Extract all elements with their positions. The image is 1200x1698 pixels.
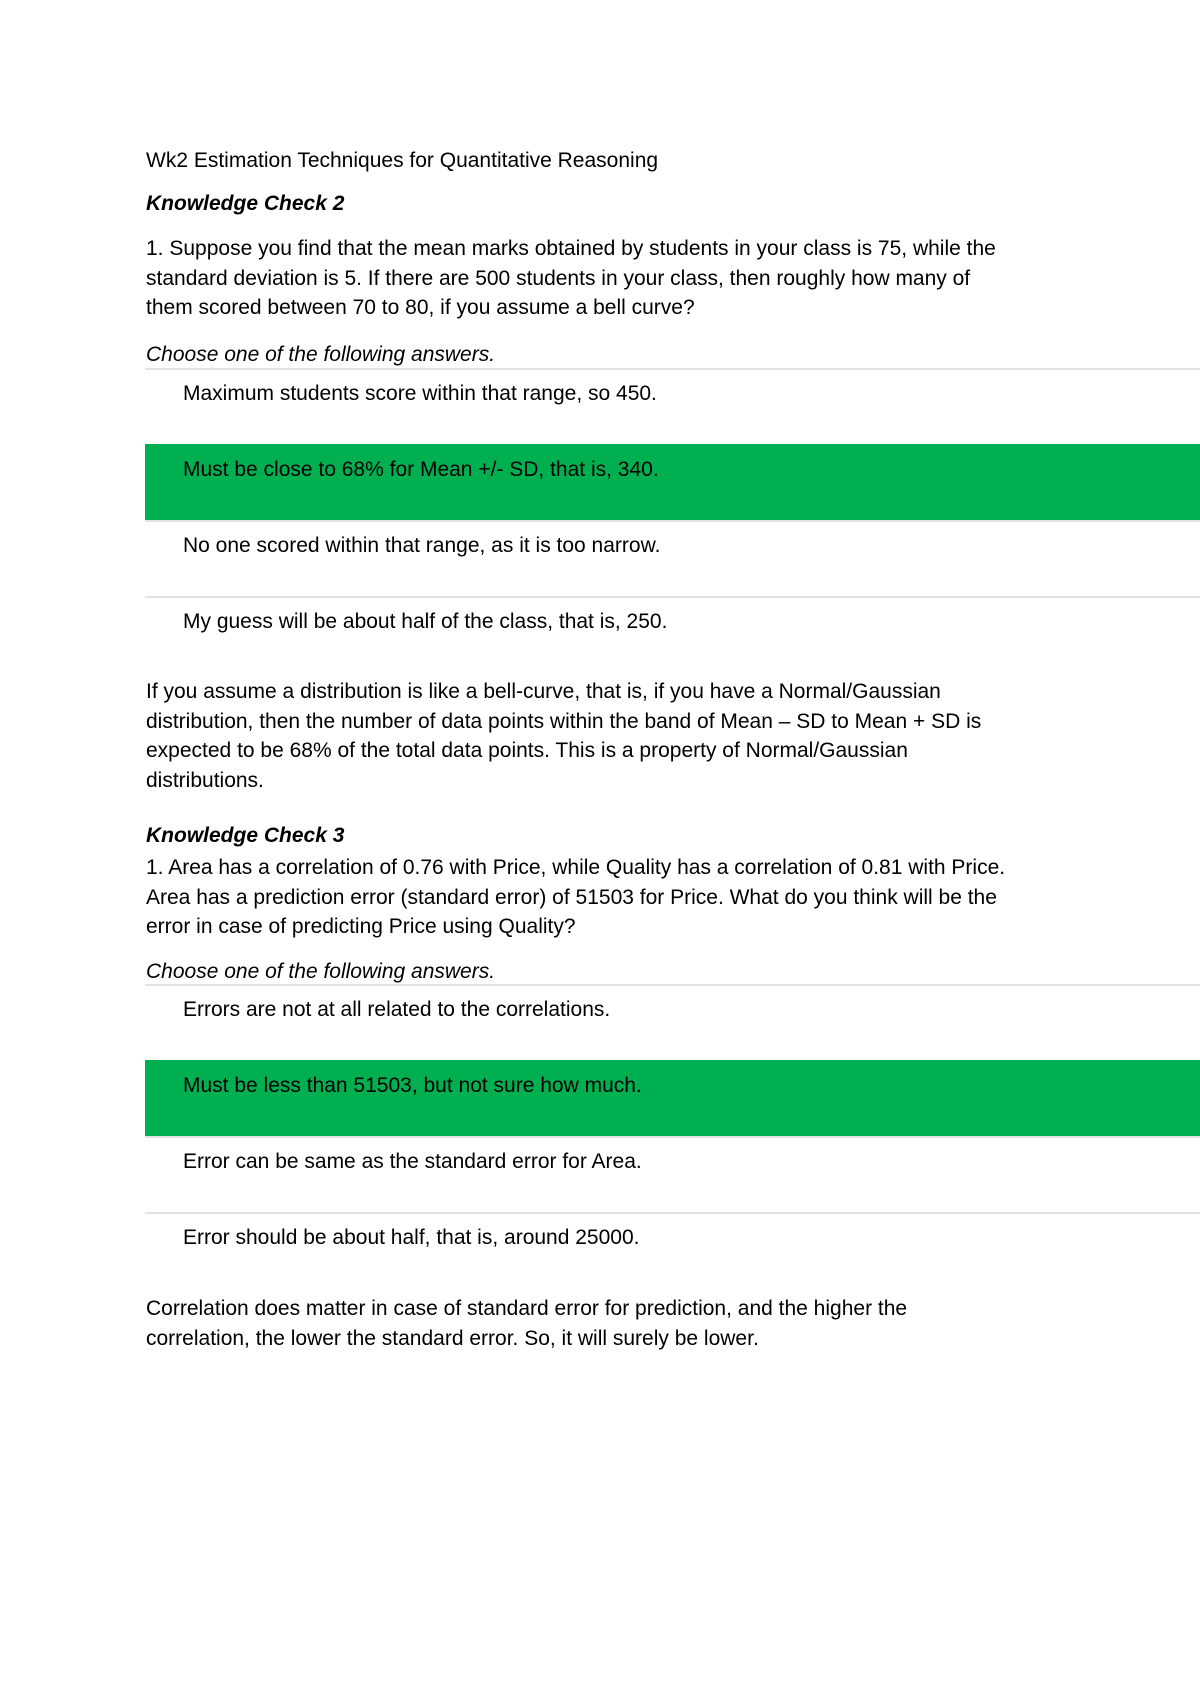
kc2-explanation-line: expected to be 68% of the total data points. This is a property of Normal/Gaussian xyxy=(146,739,908,762)
document-title: Wk2 Estimation Techniques for Quantitative Reasoning xyxy=(146,149,659,172)
kc3-option[interactable] xyxy=(145,1212,1200,1288)
kc3-option-label: Error can be same as the standard error for Area. xyxy=(183,1150,642,1173)
kc3-explanation-line: correlation, the lower the standard error. So, it will surely be lower. xyxy=(146,1326,759,1350)
kc3-explanation xyxy=(146,1294,1076,1353)
kc3-option[interactable] xyxy=(145,984,1200,1060)
kc2-question-line: them scored between 70 to 80, if you assume a bell curve? xyxy=(146,296,695,319)
kc2-explanation xyxy=(146,677,1076,795)
kc3-heading: Knowledge Check 3 xyxy=(146,824,345,847)
kc3-option-label: Must be less than 51503, but not sure how much. xyxy=(183,1074,642,1097)
kc2-option-label: My guess will be about half of the class, that is, 250. xyxy=(183,610,668,633)
kc2-question-line: standard deviation is 5. If there are 500 students in your class, then roughly how many of xyxy=(146,266,971,290)
kc3-choose-prompt: Choose one of the following answers. xyxy=(146,960,496,983)
kc2-option[interactable] xyxy=(145,520,1200,596)
kc2-option[interactable] xyxy=(145,596,1200,672)
kc2-question-line: 1. Suppose you find that the mean marks obtained by students in your class is 75, while the xyxy=(146,237,996,260)
kc3-explanation-line: Correlation does matter in case of standard error for prediction, and the higher the xyxy=(146,1297,908,1320)
kc3-option-correct[interactable] xyxy=(145,1060,1200,1136)
kc3-question xyxy=(146,853,1076,942)
kc2-option-label: Maximum students score within that range, so 450. xyxy=(183,382,657,405)
kc2-option-label: No one scored within that range, as it is too narrow. xyxy=(183,534,661,557)
kc3-option-label: Error should be about half, that is, around 25000. xyxy=(183,1226,640,1249)
kc3-question-line: 1. Area has a correlation of 0.76 with Price, while Quality has a correlation of 0.81 with Price. xyxy=(146,856,1006,879)
kc2-option-label: Must be close to 68% for Mean +/- SD, that is, 340. xyxy=(183,458,659,481)
kc3-question-line: Area has a prediction error (standard error) of 51503 for Price. What do you think will be the xyxy=(146,885,997,909)
kc2-option-correct[interactable] xyxy=(145,444,1200,520)
kc2-options xyxy=(145,368,1200,672)
kc2-choose-prompt: Choose one of the following answers. xyxy=(146,343,496,366)
kc2-explanation-line: distributions. xyxy=(146,768,264,792)
kc3-option-label: Errors are not at all related to the correlations. xyxy=(183,998,611,1021)
kc2-explanation-line: distribution, then the number of data points within the band of Mean – SD to Mean + SD is xyxy=(146,709,982,733)
kc2-explanation-line: If you assume a distribution is like a bell-curve, that is, if you have a Normal/Gaussian xyxy=(146,680,941,703)
kc2-heading: Knowledge Check 2 xyxy=(146,192,345,215)
kc3-question-line: error in case of predicting Price using Quality? xyxy=(146,915,576,938)
kc2-option[interactable] xyxy=(145,368,1200,444)
kc2-question xyxy=(146,234,1076,323)
kc3-option[interactable] xyxy=(145,1136,1200,1212)
kc3-options xyxy=(145,984,1200,1288)
